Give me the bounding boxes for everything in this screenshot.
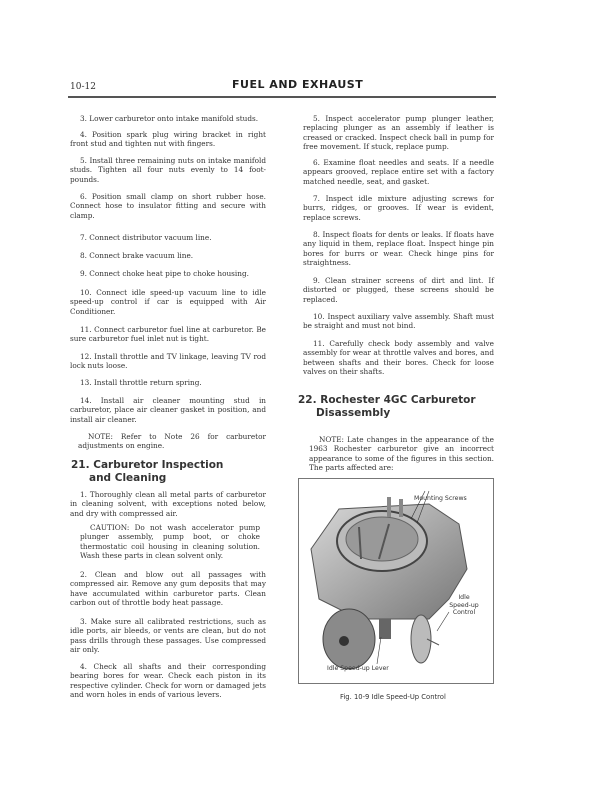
note-26: NOTE: Refer to Note 26 for carburetor adjustments on engine.: [78, 432, 266, 451]
label-idle-speed-up-control: [439, 594, 489, 617]
heading-line: 21. Carburetor Inspection: [71, 459, 224, 471]
note-1963: NOTE: Late changes in the appearance of the 1963 Rochester carburetor give an incorrect appearance to some of the figures in this section. The parts affected are:: [309, 435, 494, 473]
step-10-right: 10. Inspect auxiliary valve assembly. Shaft must be straight and must not bind.: [303, 312, 494, 331]
heading-line: and Cleaning: [89, 471, 167, 484]
heading-line: Disassembly: [316, 406, 391, 419]
step-4: 4. Position spark plug wiring bracket in right front stud and tighten nut with fingers.: [70, 130, 266, 149]
step-7: 7. Connect distributor vacuum line.: [80, 233, 212, 242]
header-rule: [68, 96, 496, 98]
cleaning-step-2: 2. Clean and blow out all passages with compressed air. Remove any gum deposits that may have accumulated within carburetor parts. Clean carbon out of throttle body heat passage.: [70, 570, 266, 608]
step-12: 12. Install throttle and TV linkage, leaving TV rod lock nuts loose.: [70, 352, 266, 371]
page-title: FUEL AND EXHAUST: [232, 78, 364, 91]
step-9-right: 9. Clean strainer screens of dirt and lint. If distorted or plugged, these screens should be replaced.: [303, 276, 494, 304]
cleaning-step-1: 1. Thoroughly clean all metal parts of carburetor in cleaning solvent, with exceptions noted below, and dry with compressed air.: [70, 490, 266, 518]
caution: CAUTION: Do not wash accelerator pump plunger assembly, pump boot, or choke thermostatic coil housing in cleaning solution. Wash these parts in clean solvent only.: [80, 523, 260, 561]
label-line: Speed-up: [449, 601, 479, 609]
label-line: Control: [452, 609, 476, 616]
step-11: 11. Connect carburetor fuel line at carburetor. Be sure carburetor fuel inlet nut is tight.: [70, 325, 266, 344]
step-8: 8. Connect brake vacuum line.: [80, 251, 194, 260]
step-7-right: 7. Inspect idle mixture adjusting screws for burrs, ridges, or grooves. If wear is evident, replace screws.: [303, 194, 494, 222]
step-5: 5. Install three remaining nuts on intake manifold studs. Tighten all four nuts evenly to 14 foot-pounds.: [70, 156, 266, 184]
step-5-right: 5. Inspect accelerator pump plunger leather, replacing plunger as an assembly if leather is creased or cracked. Inspect check ball in pump for free movement. If stuck, replace pump.: [303, 114, 494, 152]
step-13: 13. Install throttle return spring.: [80, 378, 202, 387]
label-line: Idle: [458, 594, 470, 601]
section-22-heading: [298, 394, 476, 419]
label-mounting-screws: Mounting Screws: [414, 495, 467, 502]
step-11-right: 11. Carefully check body assembly and valve assembly for wear at throttle valves and bores, and between shafts and their bores. Check for loose valves on their shafts.: [303, 339, 494, 377]
step-9: 9. Connect choke heat pipe to choke housing.: [80, 269, 249, 278]
figure-caption: Fig. 10-9 Idle Speed-Up Control: [340, 693, 446, 701]
step-10: 10. Connect idle speed-up vacuum line to idle speed-up control if car is equipped with Air Conditioner.: [70, 288, 266, 316]
carburetor-illustration: [299, 479, 493, 683]
step-3: 3. Lower carburetor onto intake manifold studs.: [80, 114, 259, 123]
step-6-right: 6. Examine float needles and seats. If a needle appears grooved, replace entire set with a factory matched needle, seat, and gasket.: [303, 158, 494, 186]
section-21-heading: [71, 459, 223, 484]
heading-line: 22. Rochester 4GC Carburetor: [298, 394, 476, 406]
step-6: 6. Position small clamp on short rubber hose. Connect hose to insulator fitting and secure with clamp.: [70, 192, 266, 220]
cleaning-step-3: 3. Make sure all calibrated restrictions, such as idle ports, air bleeds, or vents are clean, but do not pass drills through these passages. Use compressed air only.: [70, 617, 266, 655]
step-14: 14. Install air cleaner mounting stud in carburetor, place air cleaner gasket in position, and install air cleaner.: [70, 396, 266, 424]
cleaning-step-4: 4. Check all shafts and their corresponding bearing bores for wear. Check each piston in its respective cylinder. Check for worn or damaged jets and worn holes in ends of various levers.: [70, 662, 266, 700]
page-number: 10-12: [70, 82, 96, 92]
step-8-right: 8. Inspect floats for dents or leaks. If floats have any liquid in them, replace float. Inspect hinge pin bores for burrs or wear. Check hinge pins for straightness.: [303, 230, 494, 268]
label-idle-speed-up-lever: Idle Speed-up Lever: [327, 665, 389, 672]
figure-carburetor: [298, 478, 494, 684]
